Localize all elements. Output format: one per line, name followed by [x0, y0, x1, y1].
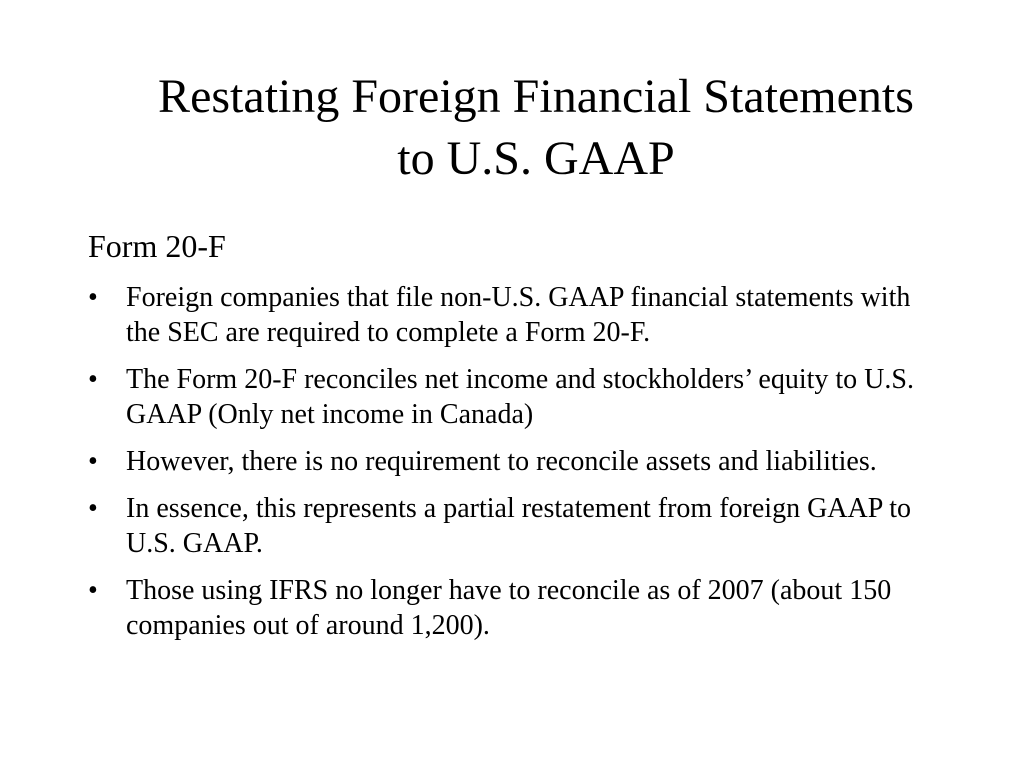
bullet-item: [88, 444, 928, 479]
bullet-text: However, there is no requirement to reconcile assets and liabilities.: [126, 446, 877, 477]
bullet-icon: •: [88, 364, 98, 395]
slide-title-line-1: Restating Foreign Financial Statements: [158, 70, 914, 123]
bullet-icon: •: [88, 575, 98, 606]
bullet-text: In essence, this represents a partial restatement from foreign GAAP to U.S. GAAP.: [126, 493, 912, 559]
slide-title: [60, 66, 1012, 190]
bullet-icon: •: [88, 282, 98, 313]
bullet-list: [88, 280, 928, 655]
bullet-item: [88, 362, 928, 432]
bullet-text: The Form 20-F reconciles net income and stockholders’ equity to U.S. GAAP (Only net income in Canada): [126, 364, 914, 430]
section-heading: Form 20-F: [88, 228, 226, 264]
bullet-item: [88, 491, 928, 561]
bullet-icon: •: [88, 493, 98, 524]
bullet-text: Foreign companies that file non-U.S. GAAP financial statements with the SEC are required to complete a Form 20-F.: [126, 282, 911, 348]
bullet-item: [88, 280, 928, 350]
bullet-item: [88, 573, 928, 643]
bullet-text: Those using IFRS no longer have to reconcile as of 2007 (about 150 companies out of around 1,200).: [126, 575, 892, 641]
slide-title-line-2: to U.S. GAAP: [397, 132, 675, 185]
bullet-icon: •: [88, 446, 98, 477]
